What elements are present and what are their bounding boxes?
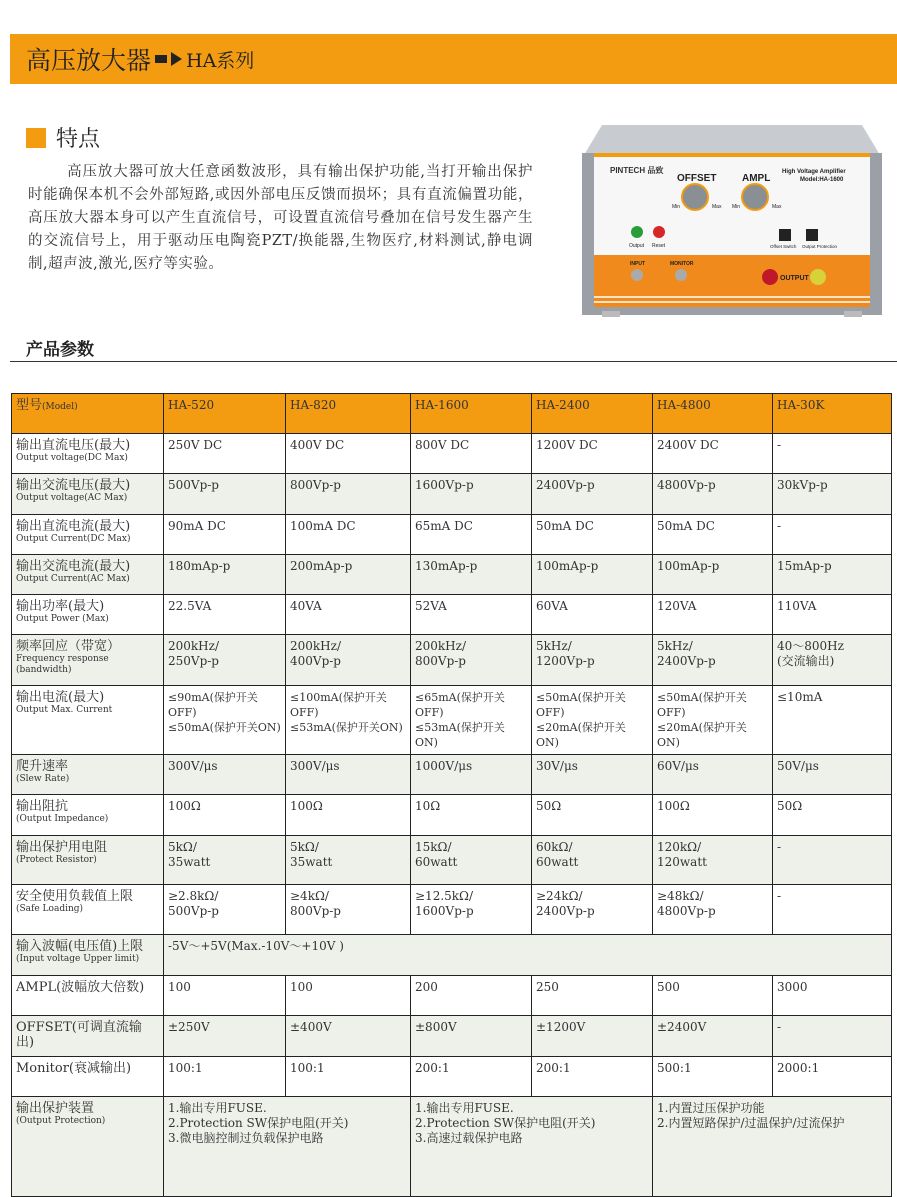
value-cell: ≥12.5kΩ/ 1600Vp-p (411, 885, 532, 935)
table-row (12, 795, 892, 836)
row-label-zh: 输出交流电流(最大) (16, 559, 131, 574)
row-label-zh: 频率回应（带宽） (16, 639, 121, 654)
arrow-icon (155, 55, 167, 63)
spanned-cell: -5V～+5V(Max.-10V～+10V ) (164, 935, 892, 976)
value-cell: ±250V (164, 1016, 286, 1057)
value-cell: 60V/μs (653, 755, 773, 795)
square-bullet-icon (26, 128, 46, 148)
table-row (12, 474, 892, 515)
row-label-en: (Input voltage Upper limit) (16, 954, 140, 964)
divider (10, 361, 897, 362)
row-label-zh: 输出功率(最大) (16, 599, 105, 614)
model-header: HA-2400 (532, 394, 653, 434)
row-label-en: Output Current(AC Max) (16, 574, 130, 584)
features-title: 特点 (56, 127, 101, 152)
value-cell: 100mAp-p (653, 555, 773, 595)
value-cell: 50Ω (773, 795, 892, 836)
table-row (12, 935, 892, 976)
table-row (12, 1016, 892, 1057)
row-label-en: (Output Impedance) (16, 814, 109, 824)
product-image (582, 125, 882, 320)
value-cell: - (773, 434, 892, 474)
svg-text:Max: Max (712, 204, 722, 210)
value-cell: ±1200V (532, 1016, 653, 1057)
table-row (12, 434, 892, 474)
value-cell: 800V DC (411, 434, 532, 474)
svg-text:Output: Output (629, 243, 645, 249)
table-header-row (12, 394, 892, 434)
value-cell: - (773, 885, 892, 935)
row-label-en: Output Max. Current (16, 705, 113, 715)
value-cell: 100Ω (164, 795, 286, 836)
value-cell: 250 (532, 976, 653, 1016)
value-cell: 500:1 (653, 1057, 773, 1097)
value-cell: 5kHz/ 2400Vp-p (653, 635, 773, 686)
value-cell: 2400V DC (653, 434, 773, 474)
table-row (12, 836, 892, 885)
row-label (12, 1057, 164, 1097)
row-label-zh: OFFSET(可调直流输出) (16, 1020, 142, 1050)
svg-text:Output Protection: Output Protection (802, 244, 838, 249)
value-cell: 300V/μs (286, 755, 411, 795)
svg-text:Min: Min (672, 204, 681, 210)
value-cell: 52VA (411, 595, 532, 635)
svg-text:Reset: Reset (652, 243, 666, 249)
value-cell: ±2400V (653, 1016, 773, 1057)
protection-cell: 1.内置过压保护功能 2.内置短路保护/过温保护/过流保护 (653, 1097, 892, 1197)
svg-text:OFFSET: OFFSET (677, 173, 717, 184)
value-cell: 3000 (773, 976, 892, 1016)
svg-text:PINTECH 品致: PINTECH 品致 (610, 166, 664, 175)
row-label-zh: 输出交流电压(最大) (16, 478, 131, 493)
value-cell: 10Ω (411, 795, 532, 836)
value-cell: 1000V/μs (411, 755, 532, 795)
value-cell: 15mAp-p (773, 555, 892, 595)
page-title: 高压放大器 (26, 46, 152, 75)
value-cell: 50mA DC (653, 515, 773, 555)
value-cell: ≥48kΩ/ 4800Vp-p (653, 885, 773, 935)
value-cell: 22.5VA (164, 595, 286, 635)
row-label-zh: 输出直流电流(最大) (16, 519, 131, 534)
row-label-en: (Output Protection) (16, 1116, 106, 1126)
table-row (12, 976, 892, 1016)
row-label (12, 935, 164, 976)
series-label: HA系列 (186, 49, 255, 72)
value-cell: 5kΩ/ 35watt (286, 836, 411, 885)
value-cell: 50V/μs (773, 755, 892, 795)
row-label-en: Output voltage(AC Max) (16, 493, 128, 503)
value-cell: 110VA (773, 595, 892, 635)
value-cell: - (773, 515, 892, 555)
row-label-zh: 爬升速率 (16, 759, 69, 774)
value-cell: 1200V DC (532, 434, 653, 474)
row-label-zh: 输出阻抗 (16, 799, 69, 814)
value-cell: 250V DC (164, 434, 286, 474)
model-header: HA-520 (164, 394, 286, 434)
value-cell: 120kΩ/ 120watt (653, 836, 773, 885)
value-cell: 50mA DC (532, 515, 653, 555)
row-label (12, 976, 164, 1016)
row-label (12, 795, 164, 836)
model-header: HA-4800 (653, 394, 773, 434)
row-label-zh: 输出保护装置 (16, 1101, 95, 1116)
value-cell: 100 (286, 976, 411, 1016)
value-cell: 130mAp-p (411, 555, 532, 595)
row-label-en: Frequency response (bandwidth) (16, 654, 109, 675)
row-label (12, 555, 164, 595)
table-row (12, 635, 892, 686)
value-cell: ≥24kΩ/ 2400Vp-p (532, 885, 653, 935)
row-label (12, 885, 164, 935)
row-label (12, 434, 164, 474)
value-cell: 4800Vp-p (653, 474, 773, 515)
row-label-zh: 输出保护用电阻 (16, 840, 108, 855)
value-cell: ±400V (286, 1016, 411, 1057)
value-cell: 500Vp-p (164, 474, 286, 515)
value-cell: 30V/μs (532, 755, 653, 795)
row-label-zh: AMPL(波幅放大倍数) (16, 980, 145, 995)
row-label (12, 755, 164, 795)
header-zh: 型号 (16, 398, 43, 413)
value-cell: - (773, 836, 892, 885)
row-label-en: (Slew Rate) (16, 774, 70, 784)
value-cell: 1600Vp-p (411, 474, 532, 515)
spec-table (11, 393, 892, 1197)
row-label-en: (Safe Loading) (16, 904, 84, 914)
table-row (12, 515, 892, 555)
table-row (12, 885, 892, 935)
svg-text:Model:HA-1600: Model:HA-1600 (800, 177, 844, 183)
value-cell: 200:1 (532, 1057, 653, 1097)
value-cell: ≤65mA(保护开关OFF) ≤53mA(保护开关ON) (411, 686, 532, 755)
row-label (12, 1097, 164, 1197)
features-description: 高压放大器可放大任意函数波形，具有输出保护功能,当打开输出保护时能确保本机不会外部短路,或因外部电压反馈而损坏；具有直流偏置功能，高压放大器本身可以产生直流信号，可设置直流信号叠加在信号发生器产生的交流信号上，用于驱动压电陶瓷PZT/换能器,生物医疗,材料测试,静电调制,超声波,激光,医疗等实验。 (28, 164, 533, 272)
value-cell: 60VA (532, 595, 653, 635)
value-cell: 120VA (653, 595, 773, 635)
svg-text:AMPL: AMPL (742, 173, 771, 184)
value-cell: 5kHz/ 1200Vp-p (532, 635, 653, 686)
value-cell: ≤100mA(保护开关OFF) ≤53mA(保护开关ON) (286, 686, 411, 755)
params-heading: 产品参数 (26, 340, 94, 360)
row-label-zh: 输出电流(最大) (16, 690, 105, 705)
value-cell: 15kΩ/ 60watt (411, 836, 532, 885)
value-cell: 800Vp-p (286, 474, 411, 515)
value-cell: 200kHz/ 800Vp-p (411, 635, 532, 686)
value-cell: ≤50mA(保护开关OFF) ≤20mA(保护开关ON) (653, 686, 773, 755)
value-cell: ≥4kΩ/ 800Vp-p (286, 885, 411, 935)
value-cell: 40～800Hz (交流输出) (773, 635, 892, 686)
svg-text:High Voltage Amplifier: High Voltage Amplifier (782, 169, 846, 175)
value-cell: 100mAp-p (532, 555, 653, 595)
row-label-en: Output Power (Max) (16, 614, 109, 624)
model-header: HA-30K (773, 394, 892, 434)
table-row (12, 555, 892, 595)
features-heading (26, 122, 100, 153)
value-cell: - (773, 1016, 892, 1057)
table-row (12, 1097, 892, 1197)
table-row (12, 1057, 892, 1097)
value-cell: ≤10mA (773, 686, 892, 755)
value-cell: 300V/μs (164, 755, 286, 795)
value-cell: 30kVp-p (773, 474, 892, 515)
row-label (12, 1016, 164, 1057)
title-banner (10, 34, 897, 84)
value-cell: ±800V (411, 1016, 532, 1057)
row-label-en: (Protect Resistor) (16, 855, 97, 865)
svg-text:INPUT: INPUT (630, 261, 645, 267)
svg-text:Max: Max (772, 204, 782, 210)
value-cell: 500 (653, 976, 773, 1016)
value-cell: 100:1 (286, 1057, 411, 1097)
svg-text:MONITOR: MONITOR (670, 261, 694, 267)
value-cell: 400V DC (286, 434, 411, 474)
row-label (12, 595, 164, 635)
value-cell: 180mAp-p (164, 555, 286, 595)
model-header: HA-1600 (411, 394, 532, 434)
value-cell: 2000:1 (773, 1057, 892, 1097)
value-cell: ≥2.8kΩ/ 500Vp-p (164, 885, 286, 935)
table-row (12, 755, 892, 795)
value-cell: 65mA DC (411, 515, 532, 555)
value-cell: 100mA DC (286, 515, 411, 555)
value-cell: 90mA DC (164, 515, 286, 555)
header-label (12, 394, 164, 434)
protection-cell: 1.输出专用FUSE. 2.Protection SW保护电阻(开关) 3.高速过载保护电路 (411, 1097, 653, 1197)
row-label (12, 515, 164, 555)
model-header: HA-820 (286, 394, 411, 434)
row-label-zh: 输出直流电压(最大) (16, 438, 131, 453)
row-label (12, 686, 164, 755)
row-label-zh: Monitor(衰减输出) (16, 1061, 132, 1076)
value-cell: 100 (164, 976, 286, 1016)
value-cell: 100:1 (164, 1057, 286, 1097)
table-row (12, 686, 892, 755)
value-cell: 100Ω (286, 795, 411, 836)
row-label (12, 635, 164, 686)
row-label-zh: 安全使用负载值上限 (16, 889, 134, 904)
header-en: (Model) (42, 402, 78, 412)
row-label-en: Output voltage(DC Max) (16, 453, 128, 463)
table-row (12, 595, 892, 635)
value-cell: 2400Vp-p (532, 474, 653, 515)
value-cell: 5kΩ/ 35watt (164, 836, 286, 885)
value-cell: 40VA (286, 595, 411, 635)
value-cell: 50Ω (532, 795, 653, 836)
value-cell: 200kHz/ 400Vp-p (286, 635, 411, 686)
row-label (12, 836, 164, 885)
row-label-zh: 输入波幅(电压值)上限 (16, 939, 144, 954)
row-label-en: Output Current(DC Max) (16, 534, 131, 544)
svg-text:Offset Switch: Offset Switch (770, 244, 797, 249)
value-cell: 60kΩ/ 60watt (532, 836, 653, 885)
value-cell: ≤50mA(保护开关OFF) ≤20mA(保护开关ON) (532, 686, 653, 755)
value-cell: 200kHz/ 250Vp-p (164, 635, 286, 686)
value-cell: 200 (411, 976, 532, 1016)
arrow-head-icon (171, 52, 182, 66)
row-label (12, 474, 164, 515)
value-cell: 200:1 (411, 1057, 532, 1097)
svg-text:OUTPUT: OUTPUT (780, 275, 809, 282)
value-cell: 200mAp-p (286, 555, 411, 595)
value-cell: ≤90mA(保护开关OFF) ≤50mA(保护开关ON) (164, 686, 286, 755)
value-cell: 100Ω (653, 795, 773, 836)
svg-text:Min: Min (732, 204, 741, 210)
protection-cell: 1.输出专用FUSE. 2.Protection SW保护电阻(开关) 3.微电脑控制过负载保护电路 (164, 1097, 411, 1197)
